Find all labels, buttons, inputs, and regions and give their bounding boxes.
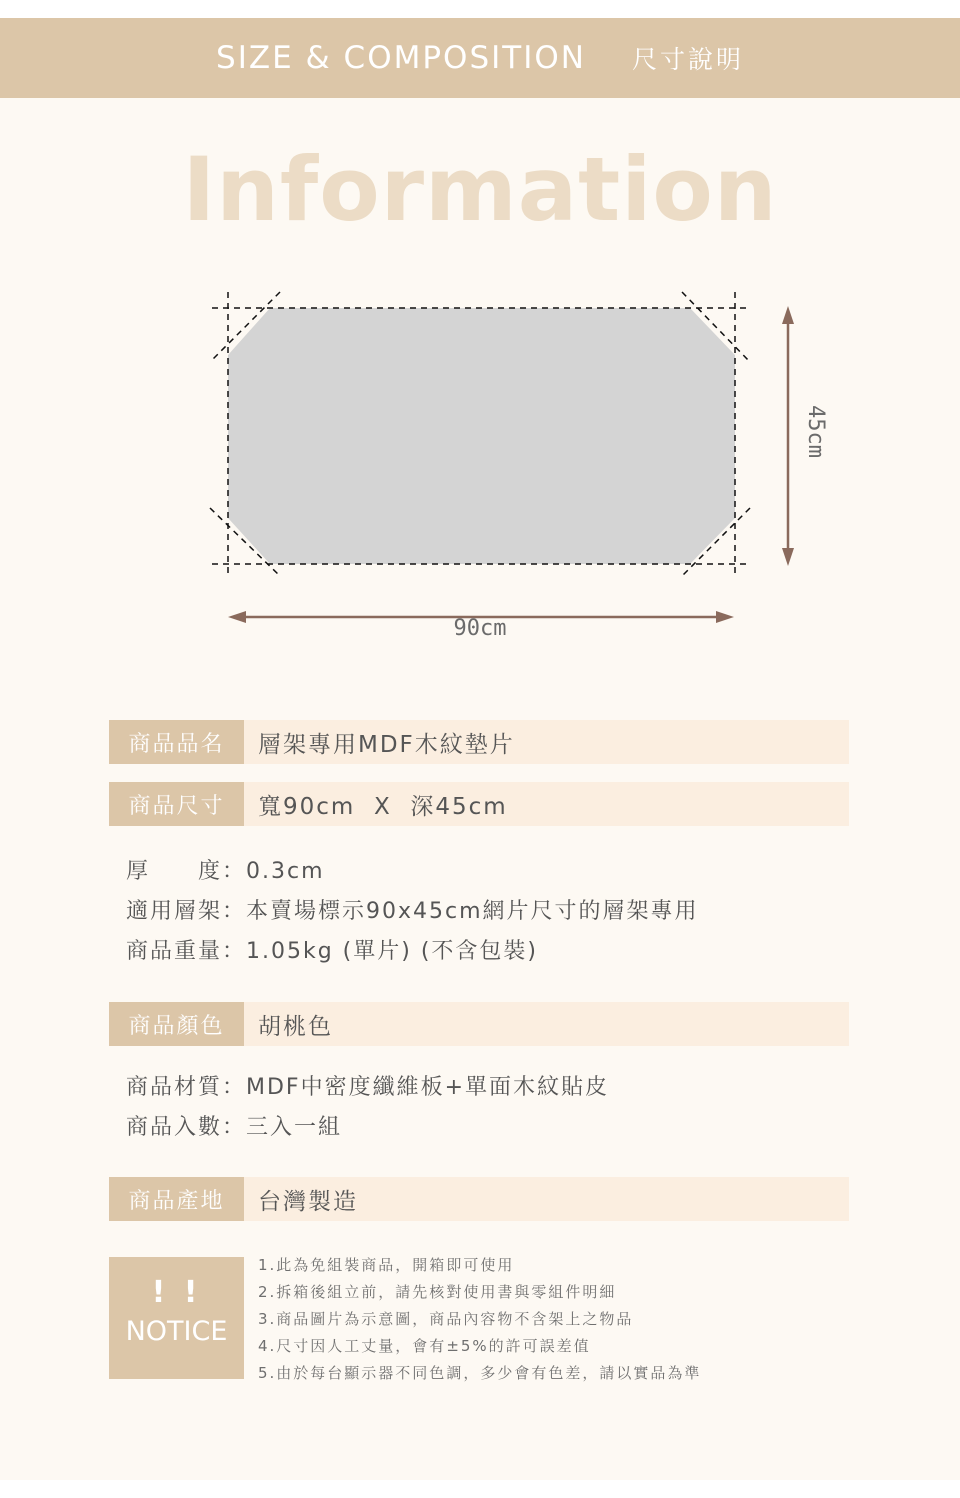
spec-value: 台灣製造 bbox=[258, 1188, 358, 1215]
spec-row-name bbox=[109, 720, 849, 764]
spec-label: 商品品名 bbox=[109, 720, 244, 764]
spec-thickness: 厚 度：0.3cm bbox=[126, 859, 325, 884]
spec-quantity: 商品入數：三入一組 bbox=[126, 1115, 343, 1140]
width-label: 90cm bbox=[453, 616, 507, 641]
notice-item: 3.商品圖片為示意圖，商品內容物不含架上之物品 bbox=[258, 1310, 634, 1328]
warning-icon: ! ! bbox=[151, 1275, 202, 1310]
notice-item: 2.拆箱後組立前，請先核對使用書與零組件明細 bbox=[258, 1283, 617, 1301]
notice-label: NOTICE bbox=[125, 1316, 228, 1347]
spec-label: 商品尺寸 bbox=[109, 782, 244, 826]
spec-row-origin bbox=[109, 1177, 849, 1221]
notice-item: 1.此為免組裝商品，開箱即可使用 bbox=[258, 1256, 515, 1274]
spec-fit: 適用層架：本賣場標示90x45cm網片尺寸的層架專用 bbox=[126, 899, 699, 924]
size-diagram bbox=[0, 0, 960, 700]
spec-material: 商品材質：MDF中密度纖維板+單面木紋貼皮 bbox=[126, 1075, 610, 1100]
header-title-en: SIZE & COMPOSITION bbox=[216, 40, 586, 76]
header-title-zh: 尺寸說明 bbox=[631, 45, 744, 74]
notice-list bbox=[258, 1252, 701, 1387]
spec-label: 商品顏色 bbox=[109, 1002, 244, 1046]
pad-shape bbox=[228, 308, 735, 564]
spec-row-size bbox=[109, 782, 849, 826]
notice-badge bbox=[109, 1257, 244, 1379]
spec-value: 寬90cm X 深45cm bbox=[258, 793, 508, 820]
spec-value: 胡桃色 bbox=[258, 1013, 333, 1040]
spec-weight: 商品重量：1.05kg (單片) (不含包裝) bbox=[126, 939, 539, 964]
notice-item: 4.尺寸因人工丈量，會有±5%的許可誤差值 bbox=[258, 1337, 591, 1355]
height-arrow bbox=[782, 306, 794, 566]
spec-label: 商品產地 bbox=[109, 1177, 244, 1221]
notice-item: 5.由於每台顯示器不同色調，多少會有色差，請以實品為準 bbox=[258, 1364, 702, 1382]
height-label: 45cm bbox=[803, 405, 828, 458]
information-title: Information bbox=[182, 138, 778, 241]
spec-value: 層架專用MDF木紋墊片 bbox=[258, 731, 515, 758]
spec-row-color bbox=[109, 1002, 849, 1046]
